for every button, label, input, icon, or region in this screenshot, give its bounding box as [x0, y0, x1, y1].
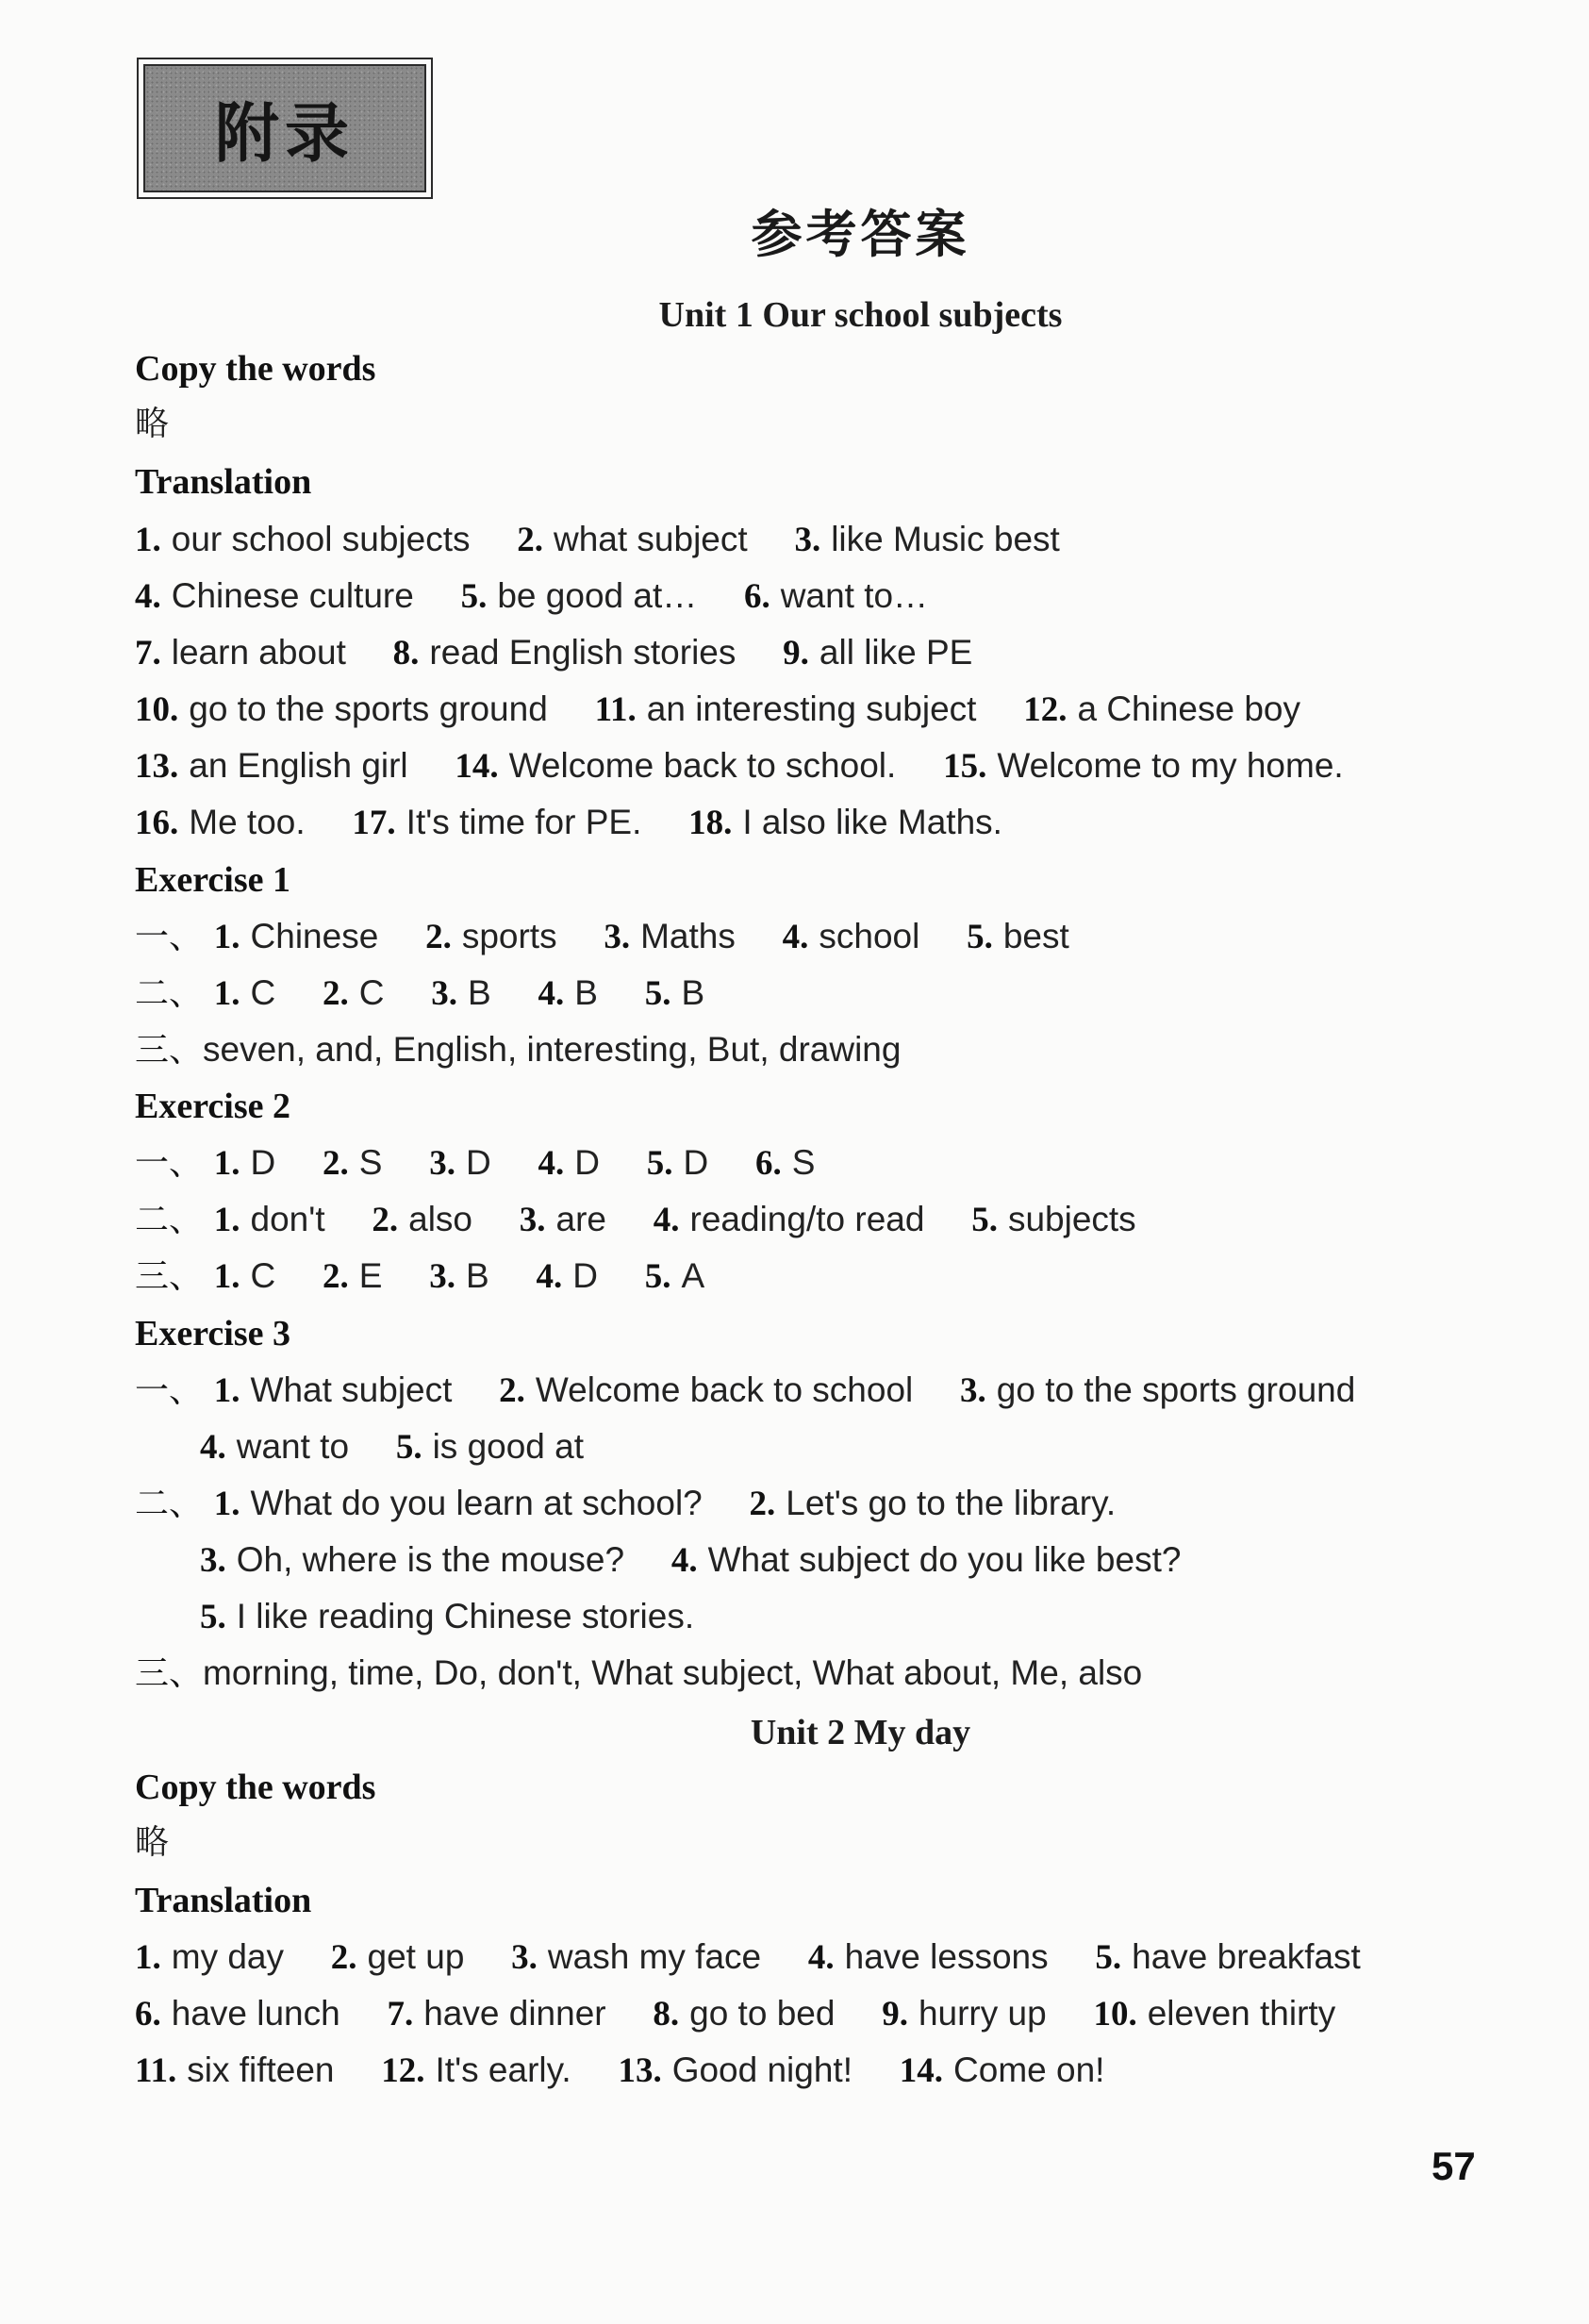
- u1-ex2-part2: 二、 1. don't 2. also 3. are 4. reading/to read 5. subjects: [135, 1200, 1136, 1239]
- page-title: 参考答案: [751, 204, 970, 264]
- u1-translation-row: 7. learn about 8. read English stories 9. all like PE: [135, 633, 973, 672]
- u2-translation-row: 6. have lunch 7. have dinner 8. go to bed 9. hurry up 10. eleven thirty: [135, 1994, 1336, 2034]
- u1-ex3-part3: 三、morning, time, Do, don't, What subject, What about, Me, also: [135, 1653, 1143, 1693]
- u2-translation-row: 11. six fifteen 12. It's early. 13. Good night! 14. Come on!: [135, 2050, 1105, 2090]
- u1-ex3-part1-cont: 4. want to 5. is good at: [200, 1427, 585, 1467]
- u1-ex1-part3: 三、seven, and, English, interesting, But, drawing: [135, 1030, 902, 1070]
- u1-translation-row: 4. Chinese culture 5. be good at… 6. want to…: [135, 576, 929, 616]
- u2-copy-heading: Copy the words: [135, 1768, 376, 1807]
- appendix-badge: [137, 58, 433, 199]
- u1-ex3-part2-cont: 3. Oh, where is the mouse? 4. What subject do you like best?: [200, 1540, 1182, 1580]
- u1-ex1-part2: 二、 1. C 2. C 3. B 4. B 5. B: [135, 973, 705, 1013]
- u1-ex1-part1: 一、 1. Chinese 2. sports 3. Maths 4. school 5. best: [135, 917, 1069, 956]
- appendix-badge-inner: [143, 64, 426, 192]
- u1-ex2-part1: 一、 1. D 2. S 3. D 4. D 5. D 6. S: [135, 1143, 816, 1183]
- u1-translation-heading: Translation: [135, 462, 312, 502]
- u1-translation-row: 1. our school subjects 2. what subject 3. like Music best: [135, 520, 1060, 559]
- u2-copy-answer: 略: [135, 1823, 170, 1862]
- u1-exercise-3-heading: Exercise 3: [135, 1314, 290, 1353]
- u1-exercise-2-heading: Exercise 2: [135, 1087, 290, 1126]
- u1-copy-answer: 略: [135, 405, 170, 443]
- u1-ex2-part3: 三、 1. C 2. E 3. B 4. D 5. A: [135, 1256, 705, 1296]
- u1-copy-heading: Copy the words: [135, 349, 376, 389]
- u1-ex3-part1: 一、 1. What subject 2. Welcome back to school 3. go to the sports ground: [135, 1370, 1356, 1410]
- unit-2-title: Unit 2 My day: [750, 1713, 971, 1752]
- u1-exercise-1-heading: Exercise 1: [135, 860, 290, 900]
- u2-translation-heading: Translation: [135, 1881, 312, 1920]
- page-number: 57: [1432, 2144, 1476, 2188]
- u1-ex3-part2-cont: 5. I like reading Chinese stories.: [200, 1597, 695, 1636]
- u1-ex3-part2: 二、 1. What do you learn at school? 2. Let's go to the library.: [135, 1484, 1117, 1523]
- unit-1-title: Unit 1 Our school subjects: [658, 295, 1063, 335]
- u1-translation-row: 13. an English girl 14. Welcome back to school. 15. Welcome to my home.: [135, 746, 1344, 786]
- appendix-label: 附录: [214, 96, 355, 172]
- u2-translation-row: 1. my day 2. get up 3. wash my face 4. have lessons 5. have breakfast: [135, 1937, 1361, 1977]
- u1-translation-row: 16. Me too. 17. It's time for PE. 18. I also like Maths.: [135, 803, 1002, 842]
- u1-translation-row: 10. go to the sports ground 11. an interesting subject 12. a Chinese boy: [135, 689, 1301, 729]
